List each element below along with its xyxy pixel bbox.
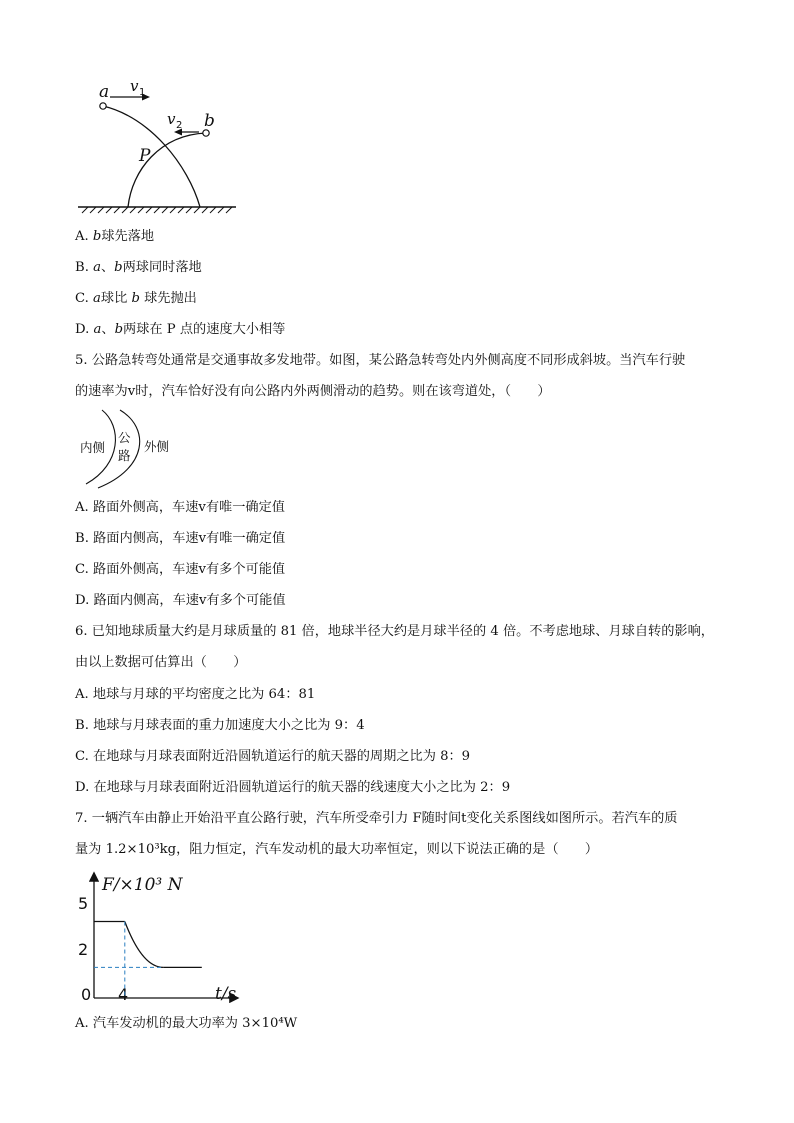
q4-option-c: C. a球比 b 球先抛出 [75, 291, 197, 306]
force-curve-segment-2 [125, 922, 164, 968]
q7-option-a: A. 汽车发动机的最大功率为 3×10⁴W [75, 1016, 298, 1031]
q5-option-b: B. 路面内侧高，车速v有唯一确定值 [75, 531, 286, 546]
q6-stem-line2: 由以上数据可估算出（ ） [75, 655, 247, 670]
road-curve-figure [76, 408, 186, 490]
x-tick-0: 0 [81, 985, 92, 1004]
q6-option-b: B. 地球与月球表面的重力加速度大小之比为 9：4 [75, 718, 365, 733]
q5-option-c: C. 路面外侧高，车速v有多个可能值 [75, 562, 286, 577]
x-tick-4: 4 [118, 985, 129, 1004]
label-road-1: 公 [118, 430, 131, 445]
q5-option-d: D. 路面内侧高，车速v有多个可能值 [75, 593, 286, 608]
label-b: b [204, 111, 215, 131]
q7-stem-line2: 量为 1.2×10³kg，阻力恒定，汽车发动机的最大功率恒定，则以下说法正确的是（ ） [75, 842, 599, 857]
q6-stem-line1: 6. 已知地球质量大约是月球质量的 81 倍，地球半径大约是月球半径的 4 倍。不考虑地球、月球自转的影响， [75, 624, 714, 639]
ball-a [100, 103, 106, 109]
label-P: P [139, 146, 151, 166]
q7-stem-line1: 7. 一辆汽车由静止开始沿平直公路行驶，汽车所受牵引力 F随时间t变化关系图线如图所示。若汽车的质 [75, 811, 678, 826]
force-time-chart [72, 870, 247, 1005]
q5-option-a: A. 路面外侧高，车速v有唯一确定值 [75, 500, 285, 515]
ground-hatching [82, 207, 232, 213]
q5-stem-line2: 的速率为v时，汽车恰好没有向公路内外两侧滑动的趋势。则在该弯道处，（ ） [75, 384, 551, 399]
label-v1: v [130, 77, 139, 95]
projectile-figure [70, 75, 250, 215]
y-tick-5: 5 [78, 894, 89, 913]
label-v1-sub: 1 [139, 87, 146, 98]
q6-option-c: C. 在地球与月球表面附近沿圆轨道运行的航天器的周期之比为 8：9 [75, 749, 471, 764]
q4-option-a: A. b球先落地 [75, 229, 155, 244]
label-road-2: 路 [118, 448, 131, 463]
trajectory-b [128, 133, 206, 207]
q6-option-d: D. 在地球与月球表面附近沿圆轨道运行的航天器的线速度大小之比为 2：9 [75, 780, 511, 795]
label-a: a [99, 82, 110, 102]
label-outer-side: 外侧 [144, 439, 170, 454]
label-inner-side: 内侧 [80, 440, 106, 455]
y-axis-label: F/×10³ N [102, 875, 183, 895]
q6-option-a: A. 地球与月球的平均密度之比为 64：81 [75, 687, 316, 702]
label-v2: v [167, 110, 176, 128]
y-tick-2: 2 [78, 940, 89, 959]
label-v2-sub: 2 [176, 120, 183, 131]
q4-option-b: B. a、b两球同时落地 [75, 260, 202, 275]
q5-stem-line1: 5. 公路急转弯处通常是交通事故多发地带。如图，某公路急转弯处内外侧高度不同形成斜坡。当汽车行驶 [75, 353, 686, 368]
x-axis-label: t/s [215, 984, 237, 1004]
q4-option-d: D. a、b两球在 P 点的速度大小相等 [75, 322, 286, 337]
